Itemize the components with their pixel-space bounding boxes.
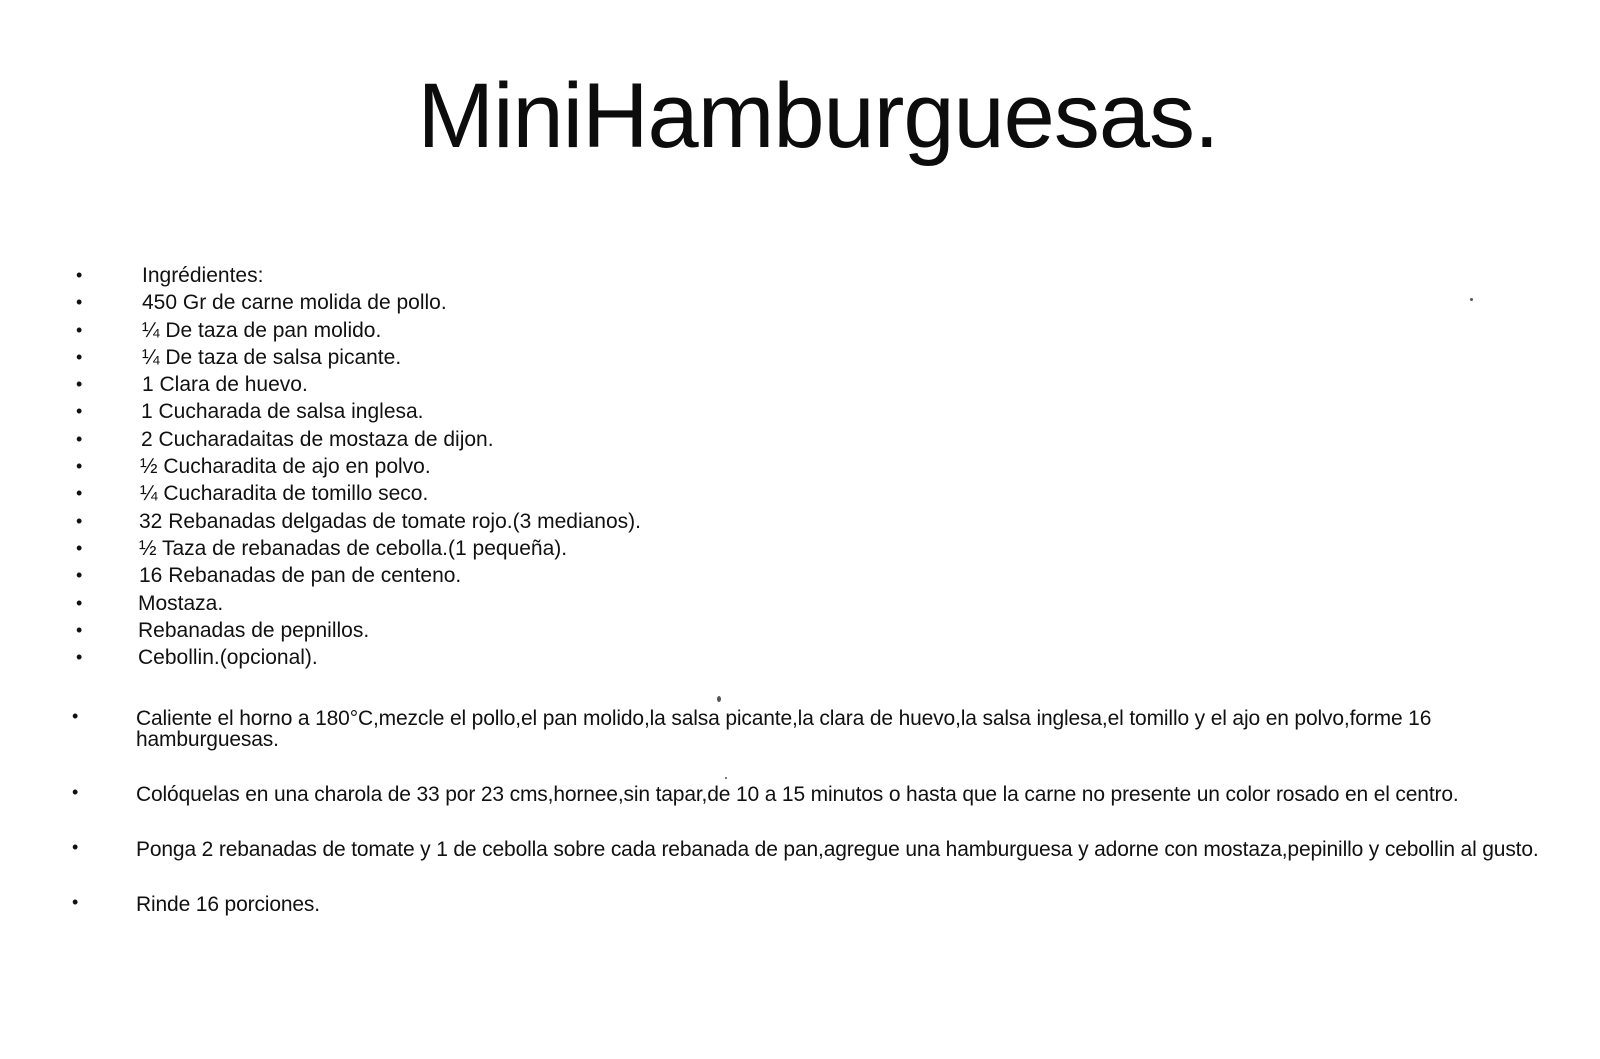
bullet-icon: • — [76, 374, 83, 395]
ingredient-text: 1 Clara de huevo. — [142, 373, 308, 397]
list-item — [0, 262, 1600, 289]
bullet-icon: • — [76, 510, 83, 531]
bullet-icon: • — [72, 892, 79, 912]
list-item — [0, 480, 1600, 507]
bullet-icon: • — [72, 782, 79, 802]
bullet-icon: • — [76, 592, 83, 613]
steps-list — [0, 708, 1600, 949]
list-item — [0, 508, 1600, 535]
list-item — [0, 590, 1600, 617]
list-item — [0, 289, 1600, 316]
paper-speck — [717, 696, 721, 702]
bullet-icon: • — [72, 706, 79, 726]
bullet-icon: • — [76, 456, 83, 477]
bullet-icon: • — [76, 292, 83, 313]
bullet-icon: • — [76, 428, 83, 449]
step-text: Caliente el horno a 180°C,mezcle el pollo,el pan molido,la salsa picante,la clara de huevo,la salsa inglesa,el tomillo y el ajo en polvo,forme 16 hamburguesas. — [136, 707, 1432, 751]
list-item — [0, 839, 1600, 860]
ingredient-text: 2 Cucharadaitas de mostaza de dijon. — [141, 427, 494, 451]
bullet-icon: • — [76, 265, 83, 285]
bullet-icon: • — [76, 319, 83, 340]
list-item — [0, 784, 1600, 805]
ingredient-text: ½ Cucharadita de ajo en polvo. — [140, 455, 431, 479]
step-text: Rinde 16 porciones. — [136, 893, 320, 916]
list-item — [0, 708, 1600, 750]
ingredient-text: ¼ De taza de pan molido. — [142, 318, 382, 342]
list-item — [0, 894, 1600, 915]
paper-speck — [725, 777, 727, 779]
step-text: Ponga 2 rebanadas de tomate y 1 de cebolla sobre cada rebanada de pan,agregue una hamburguesa y adorne con mostaza,pepinillo y cebollin al gusto. — [136, 838, 1539, 861]
bullet-icon: • — [76, 346, 83, 367]
ingredient-text: ½ Taza de rebanadas de cebolla.(1 pequeña). — [139, 536, 568, 560]
list-item — [0, 453, 1600, 480]
recipe-title: MiniHamburguesas. — [417, 65, 1219, 167]
ingredient-text: Rebanadas de pepnillos. — [138, 618, 370, 642]
ingredient-text: 1 Cucharada de salsa inglesa. — [141, 400, 424, 424]
step-text: Colóquelas en una charola de 33 por 23 cms,hornee,sin tapar,de 10 a 15 minutos o hasta que la carne no presente un color rosado en el centro. — [136, 783, 1459, 806]
ingredient-text: ¼ Cucharadita de tomillo seco. — [140, 482, 429, 506]
list-item — [0, 617, 1600, 644]
list-item — [0, 535, 1600, 562]
ingredient-text: Mostaza. — [138, 591, 224, 615]
list-item — [0, 426, 1600, 453]
ingredient-text: 16 Rebanadas de pan de centeno. — [139, 564, 462, 588]
bullet-icon: • — [76, 647, 83, 668]
bullet-icon: • — [72, 837, 79, 857]
list-item — [0, 317, 1600, 344]
ingredients-list — [0, 262, 1600, 671]
bullet-icon: • — [76, 537, 83, 558]
list-item — [0, 398, 1600, 425]
bullet-icon: • — [76, 565, 83, 586]
bullet-icon: • — [76, 401, 83, 422]
ingredient-text: Cebollin.(opcional). — [138, 646, 318, 670]
ingredient-text: 450 Gr de carne molida de pollo. — [142, 291, 447, 315]
ingredient-text: ¼ De taza de salsa picante. — [142, 345, 402, 369]
bullet-icon: • — [76, 619, 83, 640]
list-item — [0, 344, 1600, 371]
ingredient-text: Ingrédientes: — [142, 264, 264, 287]
list-item — [0, 371, 1600, 398]
list-item — [0, 644, 1600, 671]
paper-speck — [1470, 298, 1473, 301]
list-item — [0, 562, 1600, 589]
ingredient-text: 32 Rebanadas delgadas de tomate rojo.(3 medianos). — [139, 509, 641, 533]
bullet-icon: • — [76, 483, 83, 504]
